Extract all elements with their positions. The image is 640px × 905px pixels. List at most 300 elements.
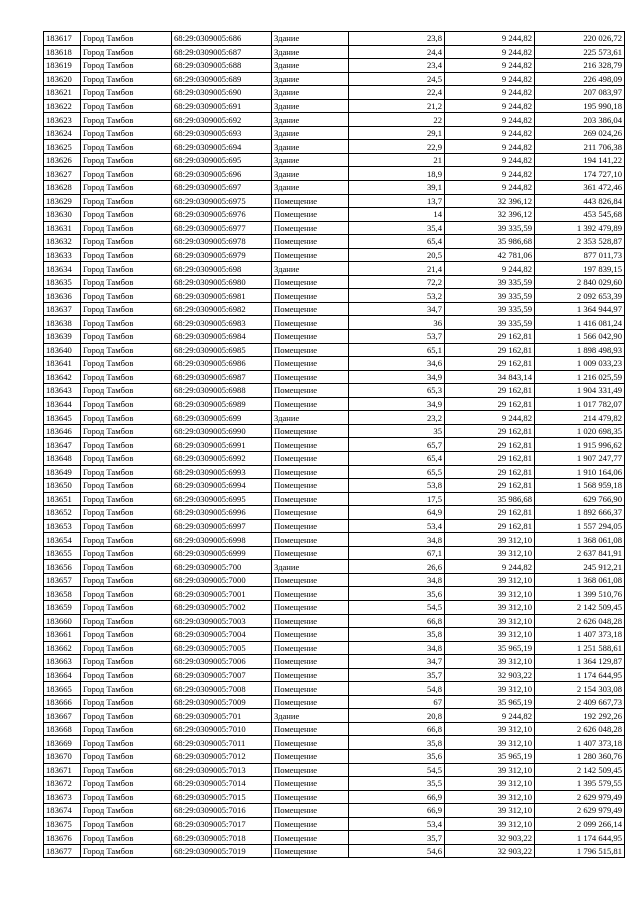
row-number-cell: 183646 <box>44 424 81 438</box>
city-cell: Город Тамбов <box>81 316 172 330</box>
cadastral-value-cell: 1 407 373,18 <box>535 736 625 750</box>
area-cell: 20,5 <box>349 248 445 262</box>
specific-value-cell: 39 312,10 <box>445 587 535 601</box>
table-row <box>44 45 625 59</box>
specific-value-cell: 42 781,06 <box>445 248 535 262</box>
cadastral-number-cell: 68:29:0309005:6979 <box>172 248 272 262</box>
table-row <box>44 695 625 709</box>
object-type-cell: Помещение <box>272 506 349 520</box>
city-cell: Город Тамбов <box>81 181 172 195</box>
object-type-cell: Помещение <box>272 397 349 411</box>
table-row <box>44 519 625 533</box>
table-row <box>44 722 625 736</box>
object-type-cell: Помещение <box>272 790 349 804</box>
object-type-cell: Помещение <box>272 844 349 858</box>
area-cell: 22,9 <box>349 140 445 154</box>
specific-value-cell: 9 244,82 <box>445 32 535 46</box>
row-number-cell: 183640 <box>44 343 81 357</box>
city-cell: Город Тамбов <box>81 546 172 560</box>
cadastral-value-cell: 1 796 515,81 <box>535 844 625 858</box>
specific-value-cell: 9 244,82 <box>445 113 535 127</box>
cadastral-number-cell: 68:29:0309005:6995 <box>172 492 272 506</box>
cadastral-number-cell: 68:29:0309005:699 <box>172 411 272 425</box>
city-cell: Город Тамбов <box>81 465 172 479</box>
table-row <box>44 573 625 587</box>
table-row <box>44 749 625 763</box>
specific-value-cell: 39 312,10 <box>445 763 535 777</box>
table-row <box>44 465 625 479</box>
area-cell: 66,8 <box>349 614 445 628</box>
area-cell: 34,8 <box>349 573 445 587</box>
cadastral-number-cell: 68:29:0309005:701 <box>172 709 272 723</box>
area-cell: 65,4 <box>349 235 445 249</box>
area-cell: 67,1 <box>349 546 445 560</box>
specific-value-cell: 9 244,82 <box>445 86 535 100</box>
table-row <box>44 289 625 303</box>
table-row <box>44 113 625 127</box>
cadastral-number-cell: 68:29:0309005:6982 <box>172 302 272 316</box>
cadastral-number-cell: 68:29:0309005:698 <box>172 262 272 276</box>
object-type-cell: Здание <box>272 32 349 46</box>
specific-value-cell: 39 335,59 <box>445 289 535 303</box>
cadastral-value-cell: 1 904 331,49 <box>535 384 625 398</box>
object-type-cell: Помещение <box>272 817 349 831</box>
city-cell: Город Тамбов <box>81 59 172 73</box>
cadastral-value-cell: 629 766,90 <box>535 492 625 506</box>
cadastral-number-cell: 68:29:0309005:689 <box>172 72 272 86</box>
row-number-cell: 183664 <box>44 668 81 682</box>
cadastral-number-cell: 68:29:0309005:7017 <box>172 817 272 831</box>
city-cell: Город Тамбов <box>81 600 172 614</box>
object-type-cell: Помещение <box>272 736 349 750</box>
table-row <box>44 99 625 113</box>
object-type-cell: Здание <box>272 72 349 86</box>
specific-value-cell: 9 244,82 <box>445 140 535 154</box>
specific-value-cell: 32 396,12 <box>445 208 535 222</box>
area-cell: 53,4 <box>349 519 445 533</box>
object-type-cell: Помещение <box>272 424 349 438</box>
city-cell: Город Тамбов <box>81 560 172 574</box>
city-cell: Город Тамбов <box>81 438 172 452</box>
cadastral-value-cell: 216 328,79 <box>535 59 625 73</box>
row-number-cell: 183617 <box>44 32 81 46</box>
cadastral-number-cell: 68:29:0309005:6984 <box>172 330 272 344</box>
cadastral-number-cell: 68:29:0309005:690 <box>172 86 272 100</box>
cadastral-number-cell: 68:29:0309005:7013 <box>172 763 272 777</box>
object-type-cell: Помещение <box>272 682 349 696</box>
cadastral-value-cell: 1 020 698,35 <box>535 424 625 438</box>
cadastral-value-cell: 1 399 510,76 <box>535 587 625 601</box>
table-row <box>44 316 625 330</box>
cadastral-value-cell: 245 912,21 <box>535 560 625 574</box>
cadastral-number-cell: 68:29:0309005:7008 <box>172 682 272 696</box>
table-row <box>44 777 625 791</box>
object-type-cell: Помещение <box>272 831 349 845</box>
table-row <box>44 357 625 371</box>
object-type-cell: Здание <box>272 140 349 154</box>
row-number-cell: 183666 <box>44 695 81 709</box>
cadastral-value-cell: 1 017 782,07 <box>535 397 625 411</box>
table-row <box>44 587 625 601</box>
table-row <box>44 248 625 262</box>
cadastral-number-cell: 68:29:0309005:7007 <box>172 668 272 682</box>
area-cell: 23,4 <box>349 59 445 73</box>
specific-value-cell: 29 162,81 <box>445 479 535 493</box>
specific-value-cell: 35 965,19 <box>445 641 535 655</box>
cadastral-number-cell: 68:29:0309005:7009 <box>172 695 272 709</box>
cadastral-value-cell: 1 568 959,18 <box>535 479 625 493</box>
object-type-cell: Помещение <box>272 519 349 533</box>
area-cell: 36 <box>349 316 445 330</box>
object-type-cell: Помещение <box>272 302 349 316</box>
row-number-cell: 183668 <box>44 722 81 736</box>
cadastral-value-cell: 207 083,97 <box>535 86 625 100</box>
city-cell: Город Тамбов <box>81 357 172 371</box>
area-cell: 22,4 <box>349 86 445 100</box>
cadastral-value-cell: 361 472,46 <box>535 181 625 195</box>
object-type-cell: Помещение <box>272 600 349 614</box>
area-cell: 13,7 <box>349 194 445 208</box>
row-number-cell: 183619 <box>44 59 81 73</box>
row-number-cell: 183644 <box>44 397 81 411</box>
table-row <box>44 682 625 696</box>
object-type-cell: Помещение <box>272 384 349 398</box>
specific-value-cell: 29 162,81 <box>445 424 535 438</box>
area-cell: 35,8 <box>349 628 445 642</box>
cadastral-number-cell: 68:29:0309005:6999 <box>172 546 272 560</box>
object-type-cell: Помещение <box>272 235 349 249</box>
specific-value-cell: 29 162,81 <box>445 343 535 357</box>
cadastral-value-cell: 1 368 061,08 <box>535 573 625 587</box>
row-number-cell: 183677 <box>44 844 81 858</box>
cadastral-number-cell: 68:29:0309005:6975 <box>172 194 272 208</box>
table-row <box>44 492 625 506</box>
table-row <box>44 167 625 181</box>
cadastral-number-cell: 68:29:0309005:7011 <box>172 736 272 750</box>
table-row <box>44 411 625 425</box>
city-cell: Город Тамбов <box>81 695 172 709</box>
object-type-cell: Здание <box>272 181 349 195</box>
row-number-cell: 183669 <box>44 736 81 750</box>
row-number-cell: 183631 <box>44 221 81 235</box>
cadastral-number-cell: 68:29:0309005:6987 <box>172 370 272 384</box>
table-row <box>44 424 625 438</box>
city-cell: Город Тамбов <box>81 153 172 167</box>
specific-value-cell: 39 312,10 <box>445 628 535 642</box>
area-cell: 35,6 <box>349 587 445 601</box>
city-cell: Город Тамбов <box>81 126 172 140</box>
object-type-cell: Помещение <box>272 668 349 682</box>
table-row <box>44 181 625 195</box>
city-cell: Город Тамбов <box>81 641 172 655</box>
cadastral-value-cell: 2 092 653,39 <box>535 289 625 303</box>
object-type-cell: Помещение <box>272 695 349 709</box>
city-cell: Город Тамбов <box>81 587 172 601</box>
object-type-cell: Помещение <box>272 316 349 330</box>
city-cell: Город Тамбов <box>81 790 172 804</box>
table-row <box>44 275 625 289</box>
cadastral-number-cell: 68:29:0309005:692 <box>172 113 272 127</box>
specific-value-cell: 29 162,81 <box>445 357 535 371</box>
object-type-cell: Здание <box>272 153 349 167</box>
row-number-cell: 183638 <box>44 316 81 330</box>
cadastral-value-cell: 194 141,22 <box>535 153 625 167</box>
cadastral-value-cell: 1 892 666,37 <box>535 506 625 520</box>
row-number-cell: 183657 <box>44 573 81 587</box>
row-number-cell: 183652 <box>44 506 81 520</box>
row-number-cell: 183650 <box>44 479 81 493</box>
cadastral-number-cell: 68:29:0309005:6996 <box>172 506 272 520</box>
cadastral-value-cell: 195 990,18 <box>535 99 625 113</box>
table-row <box>44 140 625 154</box>
specific-value-cell: 39 312,10 <box>445 573 535 587</box>
cadastral-value-cell: 2 099 266,14 <box>535 817 625 831</box>
cadastral-value-cell: 226 498,09 <box>535 72 625 86</box>
area-cell: 54,8 <box>349 682 445 696</box>
row-number-cell: 183671 <box>44 763 81 777</box>
area-cell: 34,7 <box>349 302 445 316</box>
row-number-cell: 183661 <box>44 628 81 642</box>
cadastral-value-cell: 269 024,26 <box>535 126 625 140</box>
cadastral-number-cell: 68:29:0309005:7002 <box>172 600 272 614</box>
table-row <box>44 126 625 140</box>
cadastral-value-cell: 1 910 164,06 <box>535 465 625 479</box>
object-type-cell: Помещение <box>272 587 349 601</box>
cadastral-number-cell: 68:29:0309005:7004 <box>172 628 272 642</box>
object-type-cell: Помещение <box>272 641 349 655</box>
object-type-cell: Помещение <box>272 208 349 222</box>
cadastral-value-cell: 2 637 841,91 <box>535 546 625 560</box>
city-cell: Город Тамбов <box>81 777 172 791</box>
table-body <box>44 32 625 858</box>
city-cell: Город Тамбов <box>81 32 172 46</box>
table-row <box>44 397 625 411</box>
cadastral-number-cell: 68:29:0309005:6983 <box>172 316 272 330</box>
row-number-cell: 183655 <box>44 546 81 560</box>
cadastral-value-table <box>43 31 625 858</box>
city-cell: Город Тамбов <box>81 208 172 222</box>
specific-value-cell: 29 162,81 <box>445 397 535 411</box>
row-number-cell: 183653 <box>44 519 81 533</box>
row-number-cell: 183626 <box>44 153 81 167</box>
area-cell: 65,7 <box>349 438 445 452</box>
row-number-cell: 183670 <box>44 749 81 763</box>
area-cell: 64,9 <box>349 506 445 520</box>
cadastral-value-cell: 2 626 048,28 <box>535 614 625 628</box>
area-cell: 35,7 <box>349 668 445 682</box>
specific-value-cell: 39 312,10 <box>445 600 535 614</box>
table-row <box>44 560 625 574</box>
table-row <box>44 208 625 222</box>
cadastral-number-cell: 68:29:0309005:6981 <box>172 289 272 303</box>
cadastral-number-cell: 68:29:0309005:6997 <box>172 519 272 533</box>
cadastral-value-cell: 1 009 033,23 <box>535 357 625 371</box>
city-cell: Город Тамбов <box>81 804 172 818</box>
object-type-cell: Помещение <box>272 546 349 560</box>
cadastral-number-cell: 68:29:0309005:7016 <box>172 804 272 818</box>
object-type-cell: Здание <box>272 86 349 100</box>
table-row <box>44 438 625 452</box>
area-cell: 35,5 <box>349 777 445 791</box>
row-number-cell: 183630 <box>44 208 81 222</box>
object-type-cell: Здание <box>272 709 349 723</box>
area-cell: 35 <box>349 424 445 438</box>
specific-value-cell: 39 312,10 <box>445 655 535 669</box>
cadastral-number-cell: 68:29:0309005:7014 <box>172 777 272 791</box>
specific-value-cell: 29 162,81 <box>445 330 535 344</box>
object-type-cell: Здание <box>272 262 349 276</box>
object-type-cell: Помещение <box>272 289 349 303</box>
object-type-cell: Помещение <box>272 343 349 357</box>
row-number-cell: 183639 <box>44 330 81 344</box>
area-cell: 18,9 <box>349 167 445 181</box>
city-cell: Город Тамбов <box>81 45 172 59</box>
object-type-cell: Помещение <box>272 438 349 452</box>
cadastral-number-cell: 68:29:0309005:696 <box>172 167 272 181</box>
specific-value-cell: 35 986,68 <box>445 235 535 249</box>
specific-value-cell: 39 312,10 <box>445 804 535 818</box>
cadastral-number-cell: 68:29:0309005:687 <box>172 45 272 59</box>
area-cell: 17,5 <box>349 492 445 506</box>
specific-value-cell: 32 903,22 <box>445 668 535 682</box>
specific-value-cell: 39 335,59 <box>445 275 535 289</box>
object-type-cell: Помещение <box>272 655 349 669</box>
specific-value-cell: 39 335,59 <box>445 316 535 330</box>
cadastral-value-cell: 1 566 042,90 <box>535 330 625 344</box>
cadastral-number-cell: 68:29:0309005:7000 <box>172 573 272 587</box>
specific-value-cell: 39 335,59 <box>445 221 535 235</box>
cadastral-value-cell: 1 907 247,77 <box>535 451 625 465</box>
area-cell: 65,1 <box>349 343 445 357</box>
row-number-cell: 183629 <box>44 194 81 208</box>
city-cell: Город Тамбов <box>81 370 172 384</box>
row-number-cell: 183667 <box>44 709 81 723</box>
city-cell: Город Тамбов <box>81 722 172 736</box>
cadastral-number-cell: 68:29:0309005:6980 <box>172 275 272 289</box>
object-type-cell: Помещение <box>272 533 349 547</box>
cadastral-value-cell: 443 826,84 <box>535 194 625 208</box>
table-row <box>44 384 625 398</box>
row-number-cell: 183621 <box>44 86 81 100</box>
area-cell: 22 <box>349 113 445 127</box>
area-cell: 21 <box>349 153 445 167</box>
city-cell: Город Тамбов <box>81 262 172 276</box>
table-row <box>44 262 625 276</box>
specific-value-cell: 39 312,10 <box>445 777 535 791</box>
row-number-cell: 183656 <box>44 560 81 574</box>
row-number-cell: 183645 <box>44 411 81 425</box>
table-row <box>44 804 625 818</box>
cadastral-value-cell: 2 840 029,60 <box>535 275 625 289</box>
city-cell: Город Тамбов <box>81 831 172 845</box>
city-cell: Город Тамбов <box>81 451 172 465</box>
cadastral-number-cell: 68:29:0309005:694 <box>172 140 272 154</box>
area-cell: 35,8 <box>349 736 445 750</box>
specific-value-cell: 9 244,82 <box>445 153 535 167</box>
cadastral-value-cell: 1 407 373,18 <box>535 628 625 642</box>
table-row <box>44 235 625 249</box>
specific-value-cell: 9 244,82 <box>445 262 535 276</box>
cadastral-value-cell: 211 706,38 <box>535 140 625 154</box>
cadastral-number-cell: 68:29:0309005:6992 <box>172 451 272 465</box>
city-cell: Город Тамбов <box>81 113 172 127</box>
object-type-cell: Помещение <box>272 573 349 587</box>
specific-value-cell: 39 335,59 <box>445 302 535 316</box>
specific-value-cell: 39 312,10 <box>445 533 535 547</box>
city-cell: Город Тамбов <box>81 248 172 262</box>
specific-value-cell: 32 903,22 <box>445 831 535 845</box>
cadastral-number-cell: 68:29:0309005:6977 <box>172 221 272 235</box>
cadastral-number-cell: 68:29:0309005:6991 <box>172 438 272 452</box>
area-cell: 34,9 <box>349 370 445 384</box>
specific-value-cell: 9 244,82 <box>445 59 535 73</box>
specific-value-cell: 39 312,10 <box>445 736 535 750</box>
area-cell: 53,7 <box>349 330 445 344</box>
area-cell: 54,5 <box>349 763 445 777</box>
row-number-cell: 183642 <box>44 370 81 384</box>
specific-value-cell: 35 965,19 <box>445 695 535 709</box>
table-row <box>44 153 625 167</box>
table-row <box>44 628 625 642</box>
cadastral-value-cell: 1 251 588,61 <box>535 641 625 655</box>
row-number-cell: 183662 <box>44 641 81 655</box>
cadastral-number-cell: 68:29:0309005:7012 <box>172 749 272 763</box>
object-type-cell: Помещение <box>272 749 349 763</box>
cadastral-value-cell: 877 011,73 <box>535 248 625 262</box>
specific-value-cell: 29 162,81 <box>445 465 535 479</box>
city-cell: Город Тамбов <box>81 614 172 628</box>
object-type-cell: Здание <box>272 560 349 574</box>
area-cell: 20,8 <box>349 709 445 723</box>
row-number-cell: 183634 <box>44 262 81 276</box>
object-type-cell: Помещение <box>272 451 349 465</box>
object-type-cell: Помещение <box>272 330 349 344</box>
city-cell: Город Тамбов <box>81 533 172 547</box>
object-type-cell: Помещение <box>272 479 349 493</box>
cadastral-number-cell: 68:29:0309005:6986 <box>172 357 272 371</box>
cadastral-value-cell: 197 839,15 <box>535 262 625 276</box>
specific-value-cell: 9 244,82 <box>445 45 535 59</box>
row-number-cell: 183635 <box>44 275 81 289</box>
area-cell: 39,1 <box>349 181 445 195</box>
cadastral-number-cell: 68:29:0309005:6998 <box>172 533 272 547</box>
area-cell: 54,6 <box>349 844 445 858</box>
cadastral-number-cell: 68:29:0309005:7018 <box>172 831 272 845</box>
row-number-cell: 183647 <box>44 438 81 452</box>
cadastral-value-cell: 2 142 509,45 <box>535 763 625 777</box>
city-cell: Город Тамбов <box>81 492 172 506</box>
area-cell: 72,2 <box>349 275 445 289</box>
area-cell: 24,4 <box>349 45 445 59</box>
city-cell: Город Тамбов <box>81 140 172 154</box>
row-number-cell: 183673 <box>44 790 81 804</box>
area-cell: 21,4 <box>349 262 445 276</box>
object-type-cell: Здание <box>272 113 349 127</box>
area-cell: 34,8 <box>349 641 445 655</box>
city-cell: Город Тамбов <box>81 479 172 493</box>
row-number-cell: 183641 <box>44 357 81 371</box>
specific-value-cell: 9 244,82 <box>445 99 535 113</box>
row-number-cell: 183676 <box>44 831 81 845</box>
cadastral-value-cell: 220 026,72 <box>535 32 625 46</box>
specific-value-cell: 39 312,10 <box>445 682 535 696</box>
object-type-cell: Помещение <box>272 722 349 736</box>
city-cell: Город Тамбов <box>81 167 172 181</box>
area-cell: 35,7 <box>349 831 445 845</box>
object-type-cell: Помещение <box>272 275 349 289</box>
area-cell: 53,8 <box>349 479 445 493</box>
area-cell: 29,1 <box>349 126 445 140</box>
